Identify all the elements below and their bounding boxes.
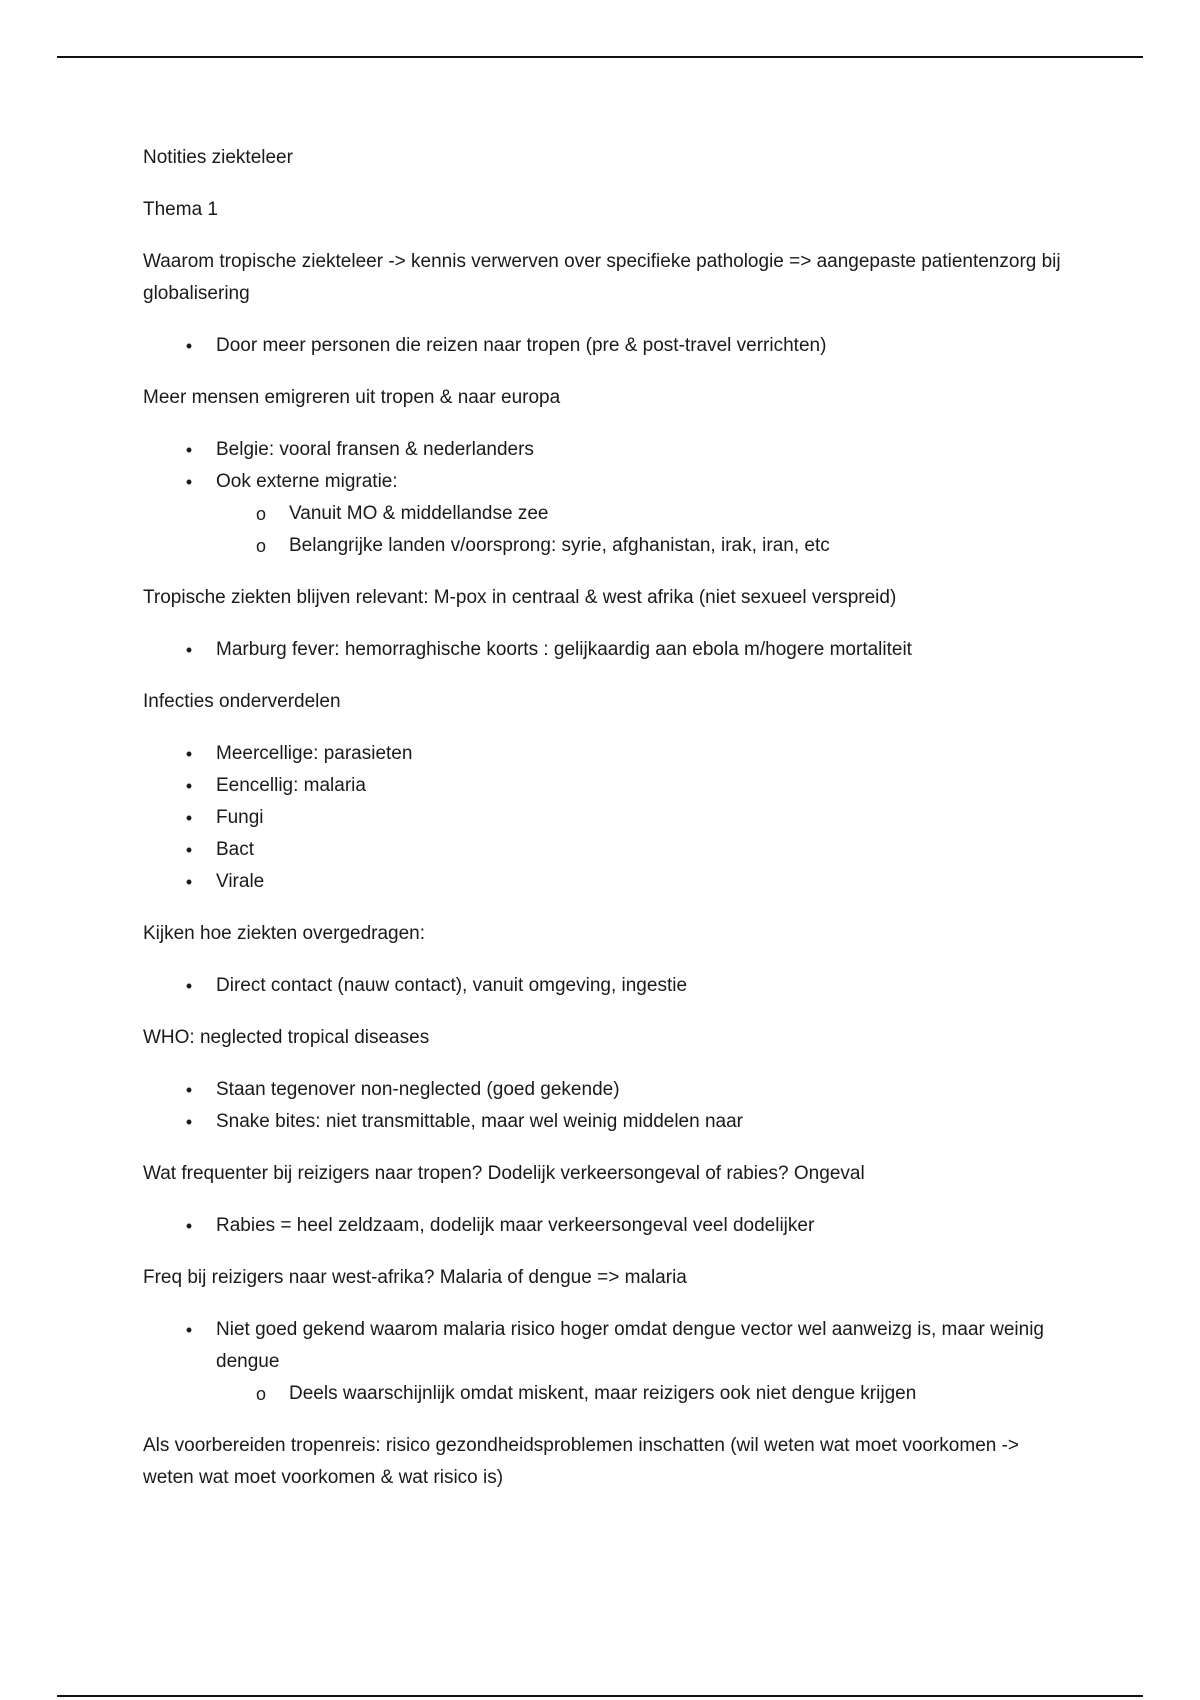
paragraph-transmission: Kijken hoe ziekten overgedragen: <box>143 923 426 944</box>
sub-list-item-text: Belangrijke landen v/oorsprong: syrie, afghanistan, irak, iran, etc <box>289 535 830 556</box>
list-item-text: Staan tegenover non-neglected (goed gekende) <box>216 1079 620 1100</box>
paragraph-infections: Infecties onderverdelen <box>143 691 341 712</box>
paragraph-intro: Waarom tropische ziekteleer -> kennis verwerven over specifieke pathologie => aangepaste patientenzorg bij globalisering <box>143 251 1061 304</box>
list-item-text: Virale <box>216 871 265 892</box>
sub-list-malaria <box>216 1378 1063 1410</box>
list-item <box>143 970 1063 1002</box>
bullet-list-migration <box>143 434 1063 562</box>
bullet-icon: • <box>185 472 193 492</box>
bullet-icon: • <box>185 840 193 860</box>
paragraph-preparation: Als voorbereiden tropenreis: risico gezondheidsproblemen inschatten (wil weten wat moet voorkomen -> weten wat moet voorkomen & wat risico is) <box>143 1435 1020 1488</box>
bullet-icon: • <box>185 808 193 828</box>
bullet-icon: • <box>185 1112 193 1132</box>
bullet-icon: • <box>185 336 193 356</box>
bullet-list-who <box>143 1074 1063 1138</box>
list-item <box>143 834 1063 866</box>
paragraph-relevance: Tropische ziekten blijven relevant: M-pox in centraal & west afrika (niet sexueel verspreid) <box>143 587 897 608</box>
circle-bullet-icon: o <box>255 1384 266 1404</box>
sub-list-item-text: Deels waarschijnlijk omdat miskent, maar reizigers ook niet dengue krijgen <box>289 1383 917 1404</box>
bullet-icon: • <box>185 1320 193 1340</box>
list-item <box>143 1074 1063 1106</box>
bullet-icon: • <box>185 640 193 660</box>
list-item-text: Belgie: vooral fransen & nederlanders <box>216 439 534 460</box>
list-item <box>143 330 1063 362</box>
document-title: Notities ziekteleer <box>143 147 293 168</box>
list-item <box>143 1210 1063 1242</box>
bullet-icon: • <box>185 1080 193 1100</box>
sub-list-item <box>216 530 1063 562</box>
document-body <box>143 142 1063 1514</box>
sub-list-item <box>216 1378 1063 1410</box>
bullet-list-marburg <box>143 634 1063 666</box>
paragraph-emigration: Meer mensen emigreren uit tropen & naar europa <box>143 387 561 408</box>
sub-list-migration <box>216 498 1063 562</box>
list-item <box>143 770 1063 802</box>
bullet-list-infections <box>143 738 1063 898</box>
bullet-icon: • <box>185 976 193 996</box>
sub-list-item <box>216 498 1063 530</box>
bullet-list-transmission <box>143 970 1063 1002</box>
list-item <box>143 866 1063 898</box>
list-item-text: Ook externe migratie: <box>216 471 398 492</box>
list-item <box>143 738 1063 770</box>
bullet-icon: • <box>185 872 193 892</box>
list-item-text: Rabies = heel zeldzaam, dodelijk maar verkeersongeval veel dodelijker <box>216 1215 815 1236</box>
list-item-text: Marburg fever: hemorraghische koorts : gelijkaardig aan ebola m/hogere mortaliteit <box>216 639 912 660</box>
paragraph-who: WHO: neglected tropical diseases <box>143 1027 430 1048</box>
footer-rule <box>57 1695 1143 1697</box>
list-item <box>143 1314 1063 1410</box>
bullet-icon: • <box>185 776 193 796</box>
list-item <box>143 802 1063 834</box>
bullet-list-malaria <box>143 1314 1063 1410</box>
list-item-text: Door meer personen die reizen naar tropen (pre & post-travel verrichten) <box>216 335 827 356</box>
paragraph-malaria: Freq bij reizigers naar west-afrika? Malaria of dengue => malaria <box>143 1267 687 1288</box>
circle-bullet-icon: o <box>255 536 266 556</box>
list-item-text: Eencellig: malaria <box>216 775 366 796</box>
header-rule <box>57 56 1143 58</box>
bullet-icon: • <box>185 1216 193 1236</box>
list-item-text: Niet goed gekend waarom malaria risico hoger omdat dengue vector wel aanweizg is, maar weinig dengue <box>216 1319 1044 1372</box>
list-item <box>143 466 1063 562</box>
bullet-list-travel <box>143 330 1063 362</box>
sub-list-item-text: Vanuit MO & middellandse zee <box>289 503 549 524</box>
list-item-text: Snake bites: niet transmittable, maar wel weinig middelen naar <box>216 1111 743 1132</box>
bullet-icon: • <box>185 744 193 764</box>
list-item <box>143 1106 1063 1138</box>
paragraph-traffic: Wat frequenter bij reizigers naar tropen? Dodelijk verkeersongeval of rabies? Ongeval <box>143 1163 865 1184</box>
list-item <box>143 434 1063 466</box>
list-item-text: Meercellige: parasieten <box>216 743 413 764</box>
list-item-text: Direct contact (nauw contact), vanuit omgeving, ingestie <box>216 975 688 996</box>
bullet-icon: • <box>185 440 193 460</box>
bullet-list-rabies <box>143 1210 1063 1242</box>
list-item-text: Fungi <box>216 807 264 828</box>
section-heading: Thema 1 <box>143 199 218 220</box>
list-item-text: Bact <box>216 839 255 860</box>
list-item <box>143 634 1063 666</box>
circle-bullet-icon: o <box>255 504 266 524</box>
